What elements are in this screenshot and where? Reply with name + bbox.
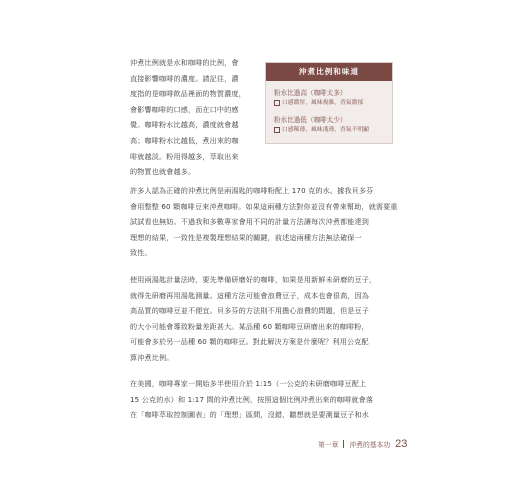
high-ratio-heading: 粉水比過高（咖啡太多） <box>274 89 347 97</box>
text-line: 致性。 <box>130 248 152 258</box>
text-line: 會用整整 60 顆咖啡豆來沖煮咖啡。如果這兩種方法對你並沒有帶來幫助，就需要重 <box>130 201 398 211</box>
sidebar-title: 沖煮比例和味道 <box>266 63 392 81</box>
text-line: 試試看也無妨。不過我和多數專家會用不同的計量方法讓每次沖煮都能達到 <box>130 217 370 227</box>
text-line: 高品質的咖啡豆並不便宜。貝多芬的方法則不用擔心浪費的問題，但是豆子 <box>130 306 370 316</box>
paragraph-tablespoon-method <box>130 272 392 366</box>
footer-chapter: 第一章 <box>318 441 339 449</box>
page-number: 23 <box>395 438 408 450</box>
high-ratio-desc: 口感濃厚，風味複雜，香氣濃郁 <box>282 100 364 106</box>
checkbox-square-icon <box>274 127 280 133</box>
paragraph-us-ratio <box>130 376 392 423</box>
paragraph-measuring-methods <box>130 183 398 261</box>
intro-paragraph <box>130 55 258 180</box>
text-line: 啡就越淡。粉用得越多，萃取出來 <box>130 151 239 161</box>
text-line: 使用兩湯匙計量法時，要先準備研磨好的咖啡，如果是用新鮮未研磨的豆子， <box>130 275 377 284</box>
low-ratio-desc-row <box>274 126 392 135</box>
text-line: 覺。咖啡粉水比越高，濃度就會越 <box>130 120 239 130</box>
page-footer <box>318 436 407 452</box>
text-line: 15 公克的水）和 1:17 間的沖煮比例，按照這個比例沖煮出來的咖啡就會落 <box>130 394 374 404</box>
high-ratio-desc-row <box>274 99 392 108</box>
footer-divider <box>343 440 344 448</box>
text-line: 會影響咖啡的口感，而在口中的感 <box>130 104 239 114</box>
text-line: 在「咖啡萃取控制圖表」的「理想」區間，沒錯，聽想就是要測量豆子和水 <box>130 410 370 420</box>
text-line: 直接影響咖啡的濃度。請記住，濃 <box>130 73 239 83</box>
checkbox-square-icon <box>274 100 280 106</box>
footer-chapter-title: 沖煮的基本功 <box>349 441 391 449</box>
text-line: 可能會多於另一品種 60 顆的咖啡豆。對此解決方案是什麼呢？利用公克配 <box>130 337 369 347</box>
text-line: 高；咖啡粉水比越低，煮出來的咖 <box>130 135 239 145</box>
brew-ratio-sidebar <box>265 62 393 144</box>
text-line: 在美國，咖啡專家一開始多半使用介於 1:15（一公克的未研磨咖啡豆配上 <box>130 379 367 388</box>
high-ratio-block <box>274 88 392 108</box>
text-line: 就得先研磨再用湯匙測量。這種方法可能會浪費豆子，成本也會很高，因為 <box>130 290 370 300</box>
text-line: 理想的結果，一致性是複製理想結果的關鍵，前述這兩種方法無法確保一 <box>130 232 362 242</box>
text-line: 沖煮比例就是水和咖啡的比例，會 <box>130 58 239 67</box>
low-ratio-desc: 口感稀薄，風味淺薄，香氣不明顯 <box>282 127 369 133</box>
text-line: 算沖煮比例。 <box>130 352 174 362</box>
low-ratio-heading: 粉水比過低（咖啡太少） <box>274 116 347 124</box>
low-ratio-block <box>274 115 392 135</box>
text-line: 的物質也就會越多。 <box>130 167 196 177</box>
text-line: 的大小可能會導致粉量差距甚大。某品種 60 顆咖啡豆研磨出來的咖啡粉， <box>130 321 369 331</box>
text-line: 許多人認為正確的沖煮比例是兩湯匙的咖啡粉配上 170 克的水。據我貝多芬 <box>130 186 374 195</box>
text-line: 度指的是咖啡飲品裡面的物質濃度， <box>130 89 246 99</box>
